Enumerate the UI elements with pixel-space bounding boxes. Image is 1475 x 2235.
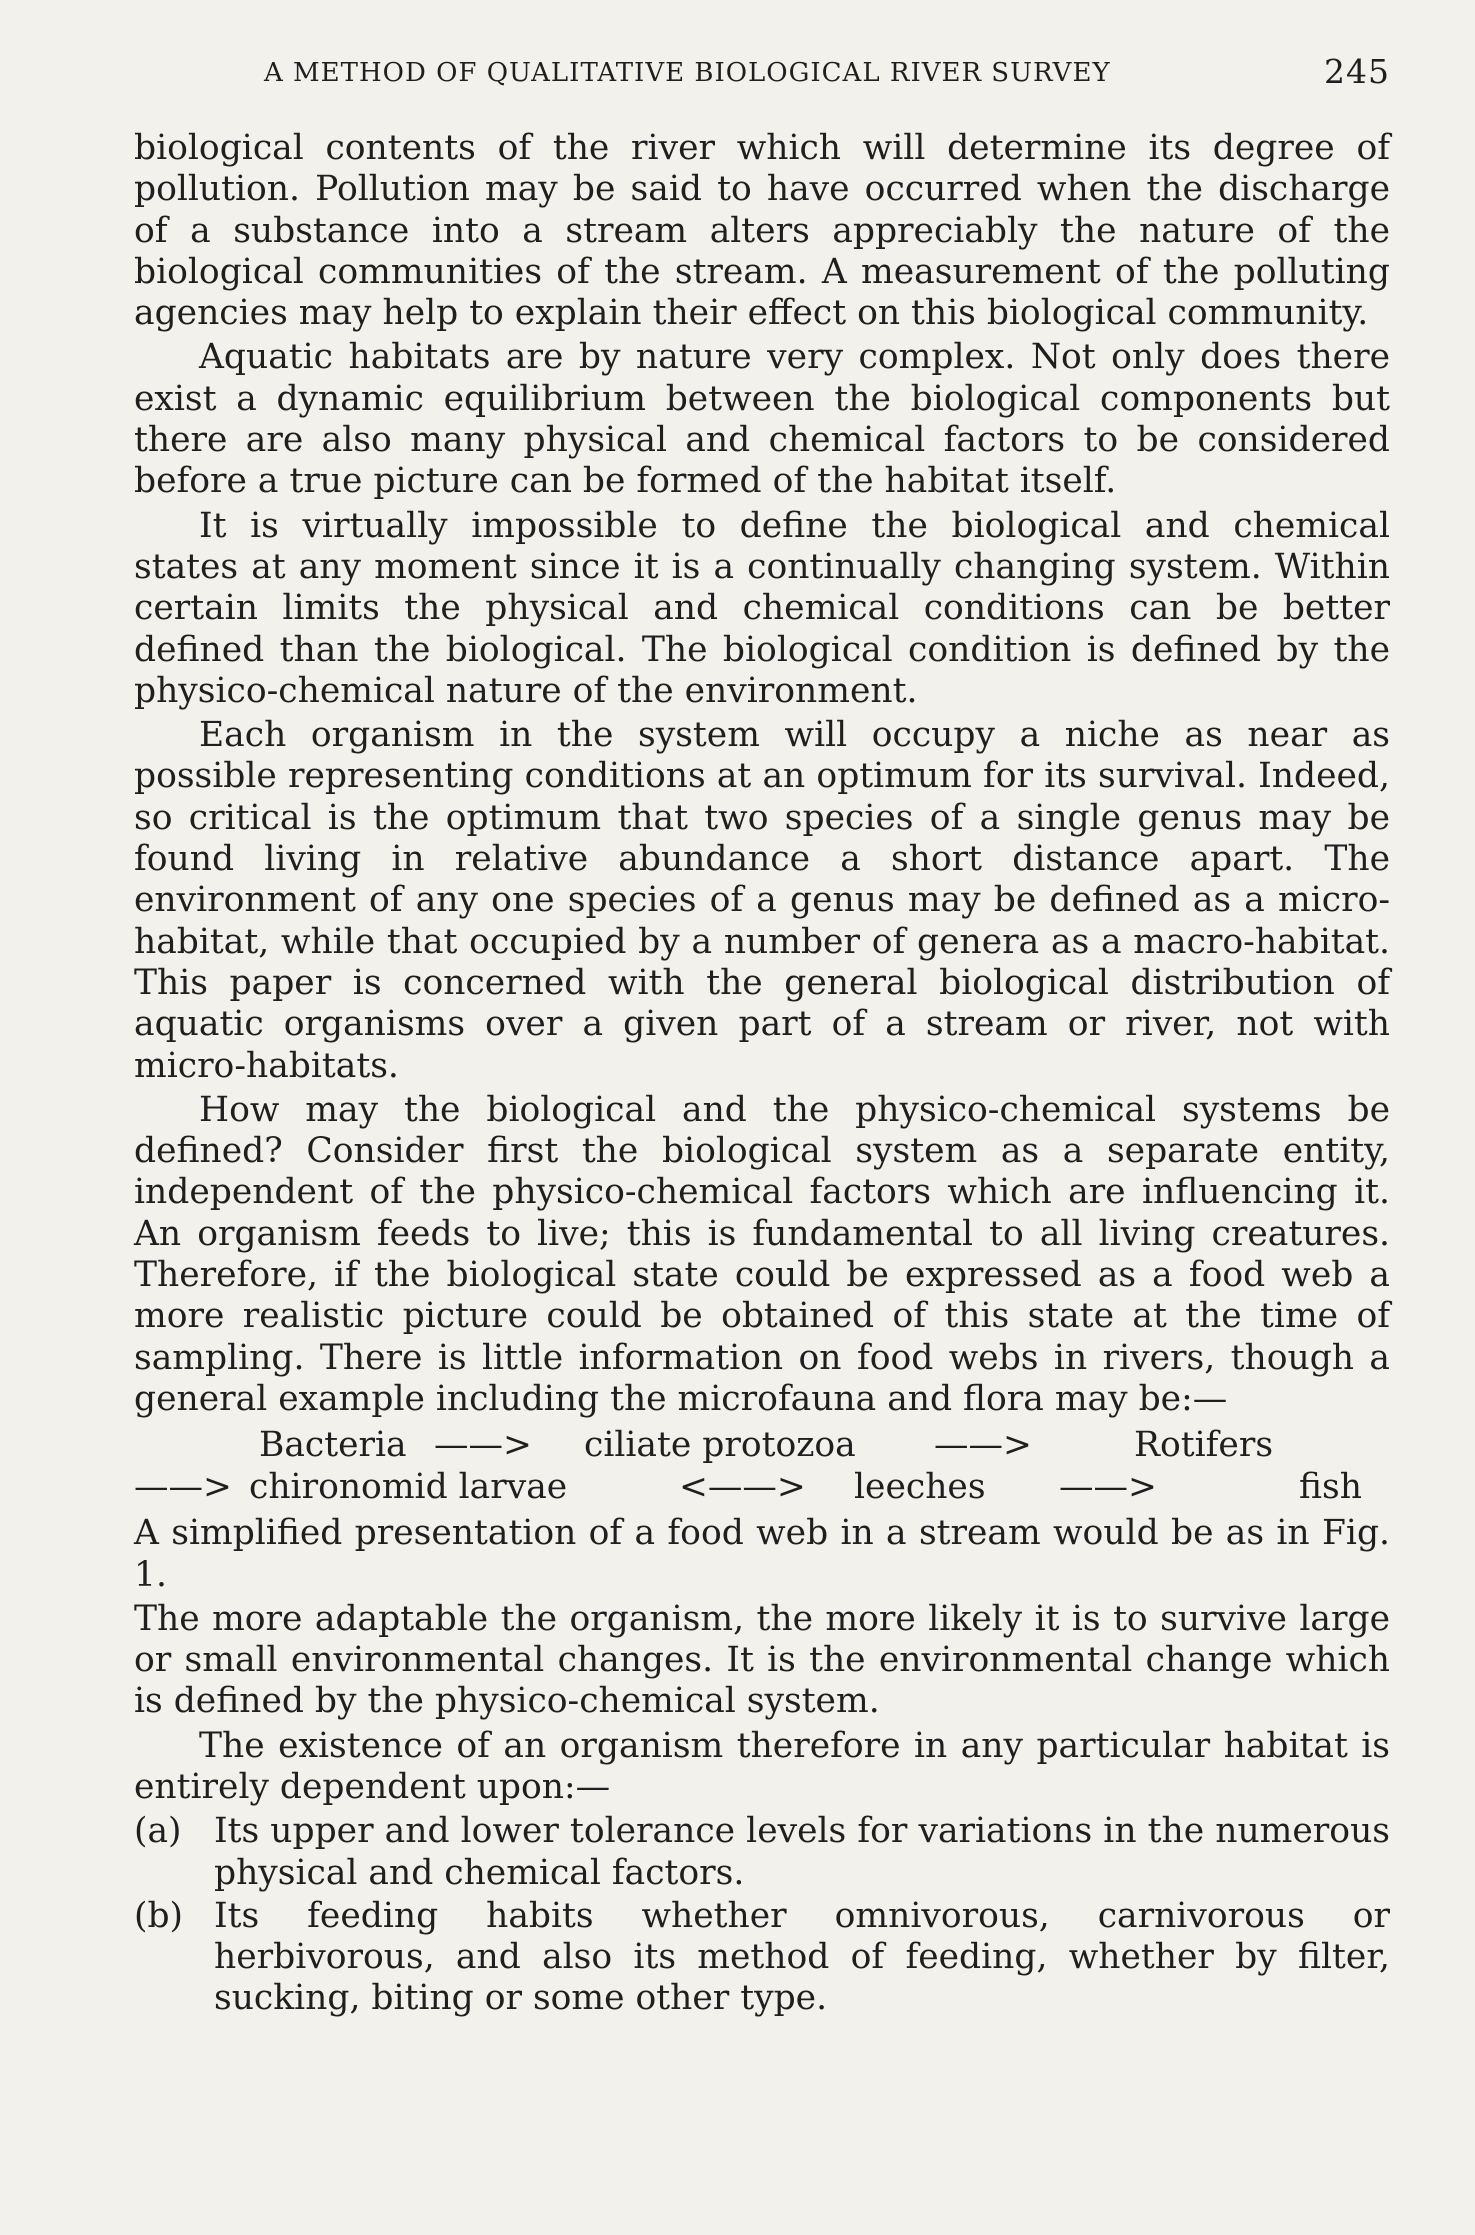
paragraph-5: How may the biological and the physico-chemical systems be defined? Consider first the biological system as a separate entity, independent of the physico-chemical factors which are influencing it. An organism feeds to live; this is fundamental to all living creatures. Therefore, if the biological state could be expressed as a food web a more realistic picture could be obtained of this state at the time of sampling. There is little information on food webs in rivers, though a general example including the microfauna and flora may be:— [134, 1089, 1390, 1419]
food-web-term: fish [1299, 1467, 1362, 1508]
body-text [134, 128, 1390, 2022]
food-web-term: ciliate protozoa [584, 1425, 856, 1466]
food-web-term: chironomid larvae [249, 1467, 568, 1508]
list-item [134, 1811, 1390, 1894]
food-web-arrow: ——> [1059, 1467, 1157, 1508]
running-title: A METHOD OF QUALITATIVE BIOLOGICAL RIVER SURVEY [264, 58, 1111, 88]
dependency-list [134, 1811, 1390, 2019]
paragraph-1: biological contents of the river which will determine its degree of pollution. Pollution may be said to have occurred when the discharge of a substance into a stream alters appreciably the nature of the biological communities of the stream. A measurement of the polluting agencies may help to explain their effect on this biological community. [134, 128, 1390, 334]
page-number: 245 [1324, 52, 1390, 91]
food-web-term: leeches [854, 1467, 986, 1508]
paragraph-4: Each organism in the system will occupy a niche as near as possible representing conditions at an optimum for its survival. Indeed, so critical is the optimum that two species of a single genus may be found living in relative abundance a short distance apart. The environment of any one species of a genus may be defined as a micro-habitat, while that occupied by a number of genera as a macro-habitat. This paper is concerned with the general biological distribution of aquatic organisms over a given part of a stream or river, not with micro-habitats. [134, 715, 1390, 1086]
list-item-text: Its feeding habits whether omnivorous, carnivorous or herbivorous, and also its method of feeding, whether by filter, sucking, biting or some other type. [214, 1895, 1390, 2019]
food-web-arrow: <——> [679, 1467, 806, 1508]
list-item [134, 1896, 1390, 2020]
list-item-text: Its upper and lower tolerance levels for variations in the numerous physical and chemical factors. [214, 1811, 1390, 1893]
food-web-arrow: ——> [934, 1425, 1032, 1466]
list-item-label: (a) [134, 1811, 182, 1852]
food-web-term: Rotifers [1134, 1425, 1274, 1466]
food-web-arrow: ——> [434, 1425, 532, 1466]
food-web-term: Bacteria [259, 1425, 407, 1466]
paragraph-2: Aquatic habitats are by nature very complex. Not only does there exist a dynamic equilibrium between the biological components but there are also many physical and chemical factors to be considered before a true picture can be formed of the habitat itself. [134, 337, 1390, 502]
list-item-label: (b) [134, 1895, 184, 1936]
food-web-chain [134, 1423, 1390, 1513]
food-web-arrow: ——> [134, 1467, 232, 1508]
paragraph-8: The existence of an organism therefore in any particular habitat is entirely dependent upon:— [134, 1725, 1390, 1807]
paragraph-3: It is virtually impossible to define the biological and chemical states at any moment since it is a continually changing system. Within certain limits the physical and chemical conditions can be better defined than the biological. The biological condition is defined by the physico-chemical nature of the environment. [134, 505, 1390, 711]
paragraph-6: A simplified presentation of a food web in a stream would be as in Fig. 1. [134, 1513, 1390, 1595]
paragraph-7: The more adaptable the organism, the more likely it is to survive large or small environmental changes. It is the environmental change which is defined by the physico-chemical system. [134, 1598, 1390, 1722]
